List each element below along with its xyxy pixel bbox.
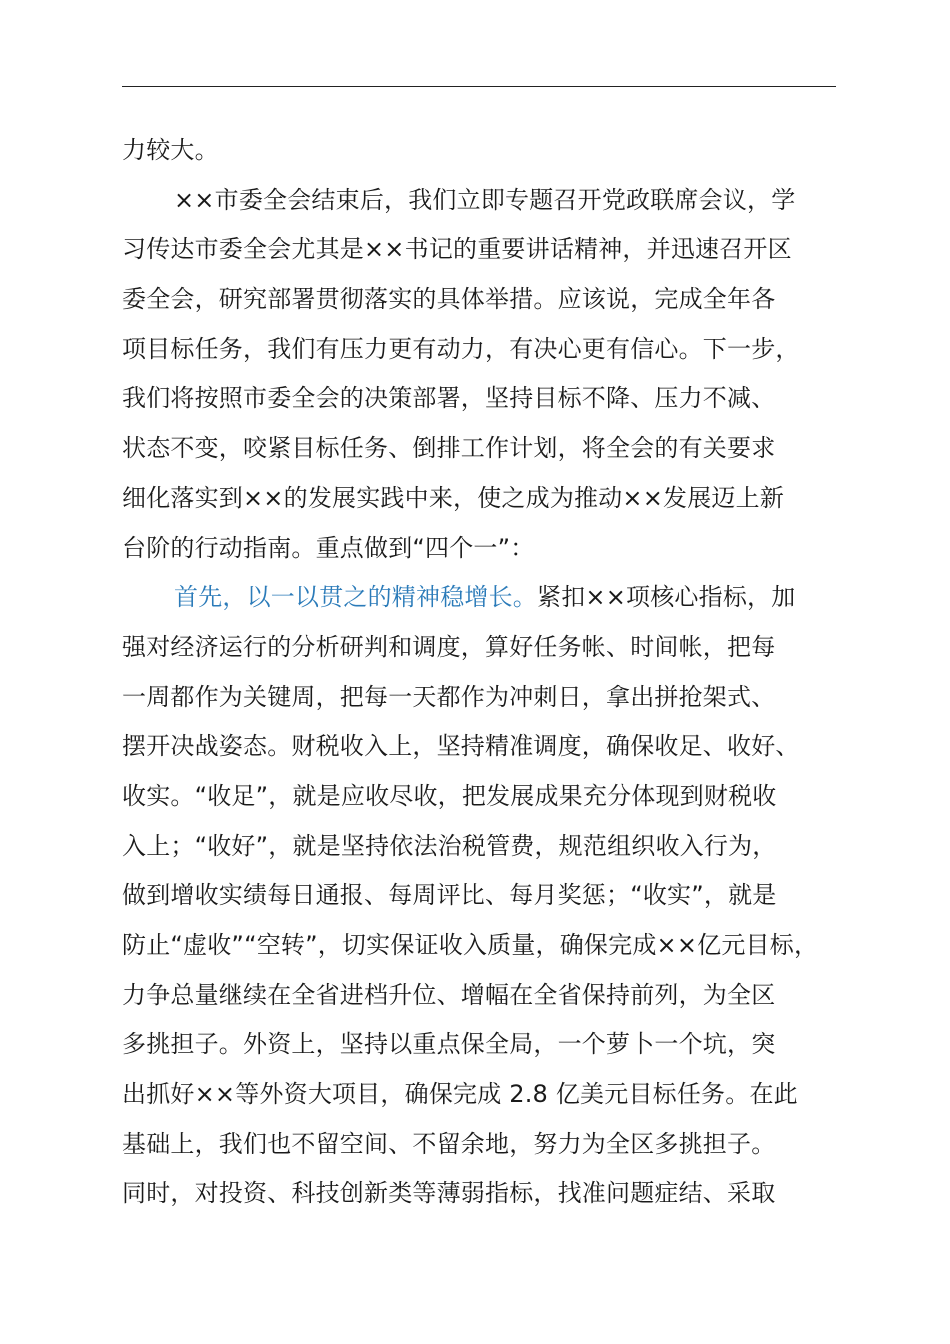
text-line: 状态不变，咬紧目标任务、倒排工作计划，将全会的有关要求 bbox=[122, 434, 776, 463]
body-text bbox=[122, 126, 842, 1219]
text-line: 台阶的行动指南。重点做到“四个一”： bbox=[122, 533, 535, 562]
header-rule bbox=[122, 86, 836, 87]
text-line: 一周都作为关键周，把每一天都作为冲刺日，拿出拼抢架式、 bbox=[122, 682, 776, 711]
text-line: 力争总量继续在全省进档升位、增幅在全省保持前列，为全区 bbox=[122, 980, 776, 1009]
text-line bbox=[122, 573, 842, 623]
text-line: 我们将按照市委全会的决策部署，坚持目标不降、压力不减、 bbox=[122, 384, 776, 413]
text-line: 细化落实到××的发展实践中来，使之成为推动××发展迈上新 bbox=[122, 483, 785, 512]
text-line: 同时，对投资、科技创新类等薄弱指标，找准问题症结、采取 bbox=[122, 1179, 776, 1208]
text-line: 入上；“收好”，就是坚持依法治税管费，规范组织收入行为， bbox=[122, 831, 777, 860]
text-line: 习传达市委全会尤其是××书记的重要讲话精神，并迅速召开区 bbox=[122, 235, 792, 264]
text-line: 委全会，研究部署贯彻落实的具体举措。应该说，完成全年各 bbox=[122, 285, 776, 314]
text-line-rest: 紧扣××项核心指标，加 bbox=[537, 583, 796, 612]
text-line: 多挑担子。外资上，坚持以重点保全局，一个萝卜一个坑，突 bbox=[122, 1030, 776, 1059]
text-line: 基础上，我们也不留空间、不留余地，努力为全区多挑担子。 bbox=[122, 1129, 776, 1158]
text-line: 摆开决战姿态。财税收入上，坚持精准调度，确保收足、收好、 bbox=[122, 732, 800, 761]
text-line: 防止“虚收”“空转”，切实保证收入质量，确保完成××亿元目标， bbox=[122, 931, 819, 959]
text-line: ××市委全会结束后，我们立即专题召开党政联席会议，学 bbox=[174, 185, 796, 214]
text-line: 出抓好××等外资大项目，确保完成 2.8 亿美元目标任务。在此 bbox=[122, 1080, 798, 1109]
text-line: 力较大。 bbox=[122, 136, 219, 164]
text-line: 收实。“收足”，就是应收尽收，把发展成果充分体现到财税收 bbox=[122, 781, 777, 810]
section-heading: 首先，以一以贯之的精神稳增长。 bbox=[174, 583, 537, 612]
text-line: 强对经济运行的分析研判和调度，算好任务帐、时间帐，把每 bbox=[122, 632, 776, 661]
text-line: 做到增收实绩每日通报、每周评比、每月奖惩；“收实”，就是 bbox=[122, 881, 777, 910]
text-line: 项目标任务，我们有压力更有动力，有决心更有信心。下一步， bbox=[122, 334, 800, 363]
